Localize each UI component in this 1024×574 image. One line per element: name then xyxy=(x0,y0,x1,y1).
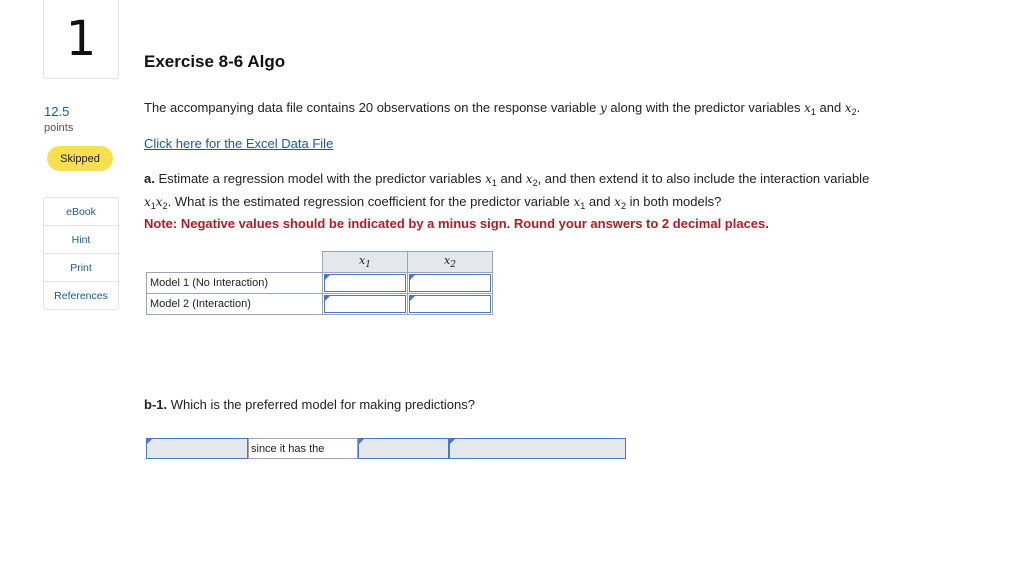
points-label: points xyxy=(44,122,74,134)
print-link[interactable]: Print xyxy=(44,254,118,282)
table-row xyxy=(147,294,493,315)
exercise-title: Exercise 8-6 Algo xyxy=(144,52,286,71)
model1-x2-input[interactable] xyxy=(409,274,491,292)
points-value: 12.5 xyxy=(44,104,70,119)
column-header-x1: $x_1$ xyxy=(323,252,408,273)
table-row xyxy=(147,273,493,294)
model1-x1-input[interactable] xyxy=(324,274,406,292)
intro-text: The accompanying data file contains 20 observations on the response variable y along with the predictor variables $x_1$ and $x_2$. xyxy=(144,100,861,117)
excel-data-link[interactable]: Click here for the Excel Data File xyxy=(144,136,334,151)
preferred-model-dropdown[interactable] xyxy=(146,438,248,459)
status-badge: Skipped xyxy=(47,146,113,171)
part-b1-question: b-1. Which is the preferred model for making predictions? xyxy=(144,397,475,412)
ebook-link[interactable]: eBook xyxy=(44,198,118,226)
criterion-dropdown[interactable] xyxy=(358,438,449,459)
hint-link[interactable]: Hint xyxy=(44,226,118,254)
since-it-has-the-label: since it has the xyxy=(248,438,358,459)
question-number: 1 xyxy=(43,0,119,79)
comparison-dropdown[interactable] xyxy=(449,438,626,459)
references-link[interactable]: References xyxy=(54,289,108,302)
part-b1-answer-row xyxy=(146,438,626,459)
model2-x1-input[interactable] xyxy=(324,295,406,313)
tools-panel xyxy=(43,197,119,310)
row-label-model-1: Model 1 (No Interaction) xyxy=(147,273,323,294)
part-a-text: a. Estimate a regression model with the predictor variables $x_1$ and $x_2$, and then extend it to also include the interaction variable $x_1x_2$. What is the estimated regression coefficient for the predictor variable $x_1$ and $x_2$ in both models? Note: Negative values should be indicated by a minus sign. Round your answers to 2 decimal places. xyxy=(144,171,870,231)
answer-table xyxy=(146,251,493,315)
instruction-note: Note: Negative values should be indicated by a minus sign. Round your answers to 2 decimal places. xyxy=(144,216,769,231)
model2-x2-input[interactable] xyxy=(409,295,491,313)
column-header-x2: $x_2$ xyxy=(408,252,493,273)
row-label-model-2: Model 2 (Interaction) xyxy=(147,294,323,315)
